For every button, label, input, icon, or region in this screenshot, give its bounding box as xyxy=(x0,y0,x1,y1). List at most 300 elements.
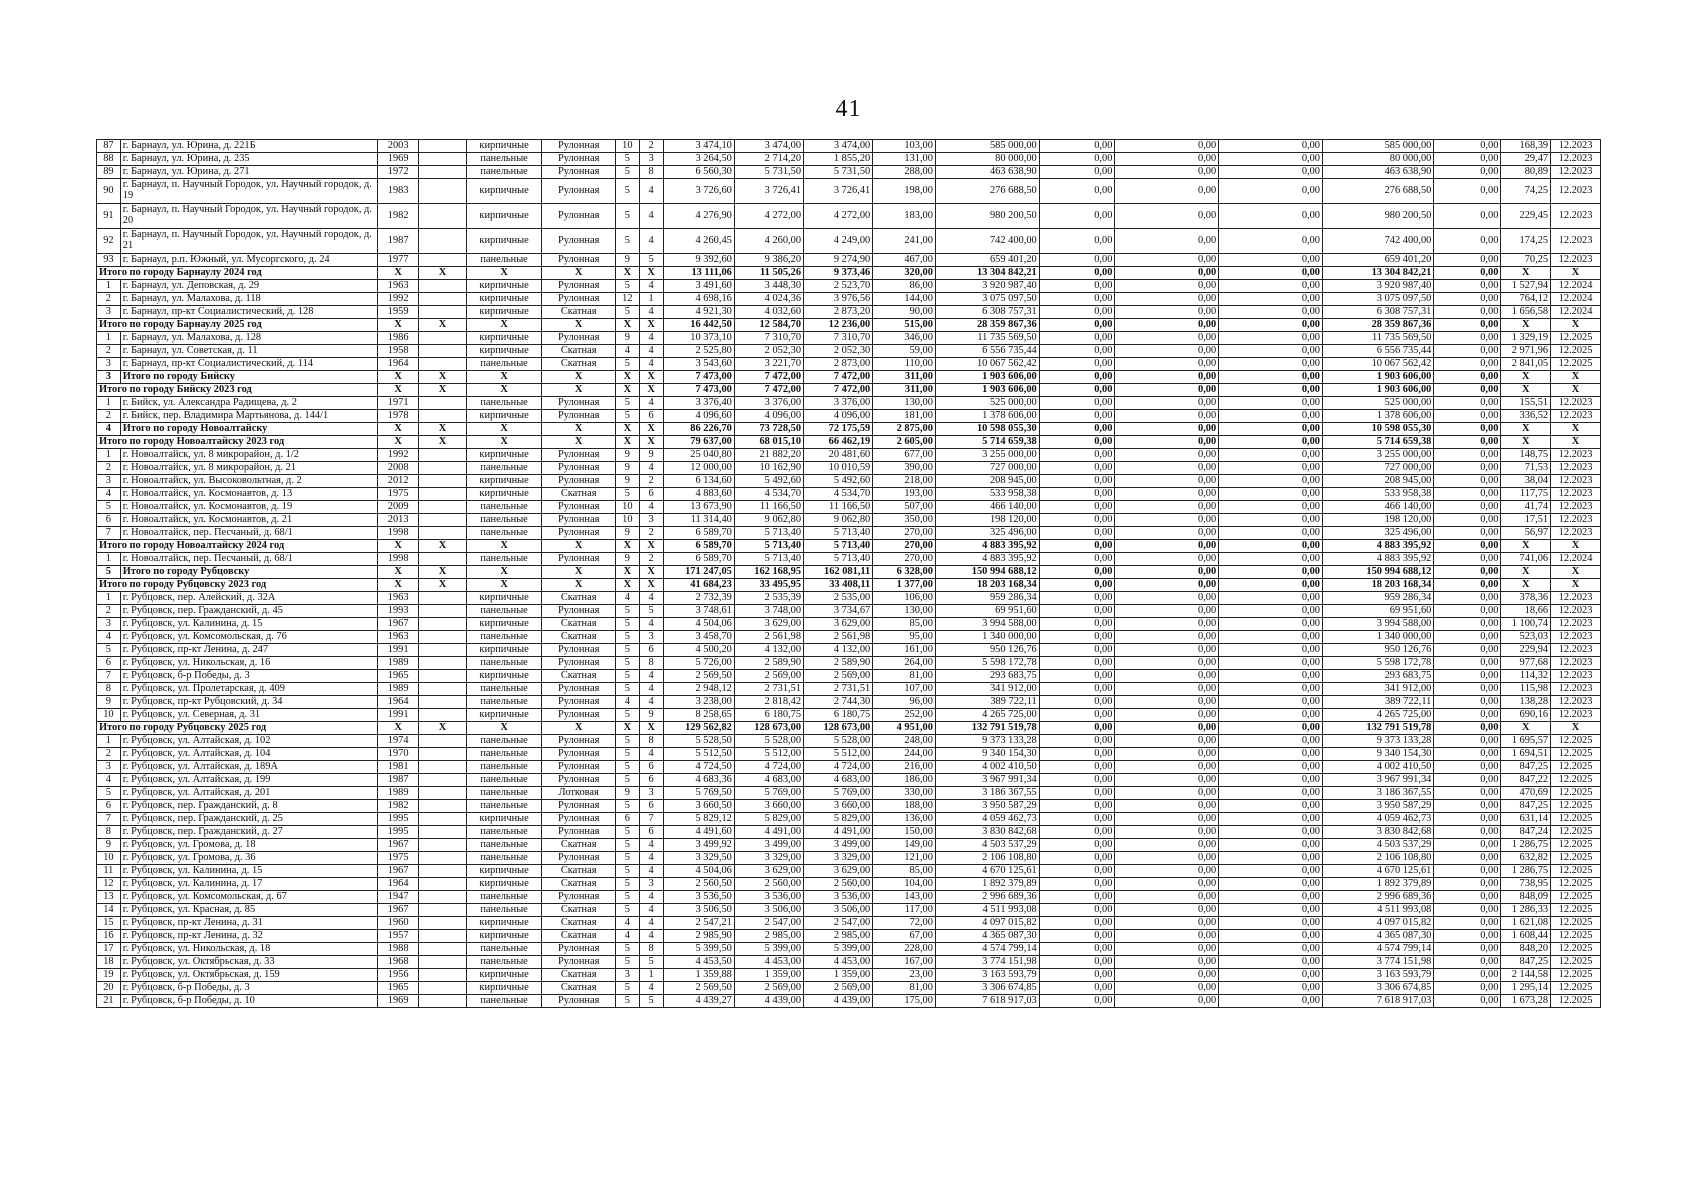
table-cell: 4 883,60 xyxy=(663,488,734,501)
table-cell: 1 340 000,00 xyxy=(1323,631,1434,644)
table-cell: 4 xyxy=(639,852,663,865)
table-cell: 0,00 xyxy=(1219,787,1323,800)
table-cell: 0,00 xyxy=(1115,813,1219,826)
table-cell: 4 xyxy=(639,683,663,696)
table-cell: 2 569,50 xyxy=(663,982,734,995)
table-cell: X xyxy=(615,566,639,579)
table-cell: 0,00 xyxy=(1434,917,1501,930)
table-cell: 10 373,10 xyxy=(663,332,734,345)
table-cell: панельные xyxy=(466,904,542,917)
table-cell: 0,00 xyxy=(1039,462,1115,475)
table-cell: 6 328,00 xyxy=(873,566,936,579)
table-cell: г. Рубцовск, ул. Калинина, д. 17 xyxy=(120,878,377,891)
table-cell: 350,00 xyxy=(873,514,936,527)
table-cell: 3 376,40 xyxy=(663,397,734,410)
table-cell: 20 481,60 xyxy=(804,449,873,462)
table-cell: 0,00 xyxy=(1115,852,1219,865)
table-cell: 10 xyxy=(615,140,639,153)
table-cell: 1 903 606,00 xyxy=(935,384,1039,397)
table-cell: 2 535,39 xyxy=(734,592,803,605)
table-cell: 2 xyxy=(97,748,121,761)
table-cell: панельные xyxy=(466,748,542,761)
table-cell: 0,00 xyxy=(1039,813,1115,826)
table-cell: г. Рубцовск, б-р Победы, д. 10 xyxy=(120,995,377,1008)
table-cell: 12.2023 xyxy=(1551,657,1601,670)
table-cell: 0,00 xyxy=(1039,358,1115,371)
table-cell: 0,00 xyxy=(1039,204,1115,229)
table-cell: X xyxy=(615,540,639,553)
table-cell: панельные xyxy=(466,774,542,787)
table-cell: 0,00 xyxy=(1219,179,1323,204)
table-row xyxy=(97,943,1601,956)
table-cell xyxy=(419,410,467,423)
table-cell: 12.2025 xyxy=(1551,787,1601,800)
table-cell: 1 527,94 xyxy=(1501,280,1551,293)
table-cell: 1970 xyxy=(378,748,419,761)
table-cell: 341 912,00 xyxy=(935,683,1039,696)
table-cell: г. Рубцовск, пр-кт Ленина, д. 31 xyxy=(120,917,377,930)
table-cell: X xyxy=(542,371,616,384)
table-cell: 980 200,50 xyxy=(1323,204,1434,229)
table-cell: 12.2023 xyxy=(1551,410,1601,423)
table-cell: Рулонная xyxy=(542,280,616,293)
table-cell: 0,00 xyxy=(1219,423,1323,436)
table-cell: Скатная xyxy=(542,306,616,319)
table-cell: 11 735 569,50 xyxy=(1323,332,1434,345)
table-row xyxy=(97,527,1601,540)
table-cell: г. Барнаул, ул. Советская, д. 11 xyxy=(120,345,377,358)
table-cell: 7 473,00 xyxy=(663,371,734,384)
table-cell: 463 638,90 xyxy=(935,166,1039,179)
table-cell: 847,24 xyxy=(1501,826,1551,839)
table-cell: 0,00 xyxy=(1434,982,1501,995)
table-cell: 6 589,70 xyxy=(663,527,734,540)
table-cell: 3 967 991,34 xyxy=(1323,774,1434,787)
table-cell: 2 xyxy=(639,475,663,488)
table-cell: 0,00 xyxy=(1039,319,1115,332)
table-row xyxy=(97,423,1601,436)
table-cell: 1967 xyxy=(378,839,419,852)
table-cell: 150 994 688,12 xyxy=(935,566,1039,579)
table-cell: Итого по городу Рубцовску 2025 год xyxy=(97,722,378,735)
table-cell: 1 359,88 xyxy=(663,969,734,982)
table-cell xyxy=(419,488,467,501)
table-cell: 0,00 xyxy=(1219,280,1323,293)
table-cell: 346,00 xyxy=(873,332,936,345)
table-cell: 2 560,00 xyxy=(734,878,803,891)
table-cell: 0,00 xyxy=(1219,566,1323,579)
table-cell: 341 912,00 xyxy=(1323,683,1434,696)
table-cell: панельные xyxy=(466,553,542,566)
table-cell: 3 xyxy=(639,787,663,800)
table-cell: X xyxy=(542,540,616,553)
table-cell: 0,00 xyxy=(1434,865,1501,878)
table-cell: 12.2023 xyxy=(1551,631,1601,644)
table-cell: X xyxy=(378,384,419,397)
table-cell: 3 950 587,29 xyxy=(1323,800,1434,813)
table-cell: 0,00 xyxy=(1115,179,1219,204)
table-cell: 12.2025 xyxy=(1551,826,1601,839)
table-cell: 0,00 xyxy=(1434,943,1501,956)
table-cell: X xyxy=(639,540,663,553)
table-row xyxy=(97,904,1601,917)
table-cell: г. Рубцовск, б-р Победы, д. 3 xyxy=(120,982,377,995)
table-cell: 4 xyxy=(639,748,663,761)
table-cell: 7 xyxy=(97,527,121,540)
table-cell: 0,00 xyxy=(1434,345,1501,358)
table-cell: 0,00 xyxy=(1039,579,1115,592)
table-cell: 68 015,10 xyxy=(734,436,803,449)
table-row xyxy=(97,995,1601,1008)
table-cell: 0,00 xyxy=(1219,969,1323,982)
table-cell: 4 xyxy=(639,891,663,904)
table-cell: 2008 xyxy=(378,462,419,475)
table-cell: 507,00 xyxy=(873,501,936,514)
table-cell: кирпичные xyxy=(466,670,542,683)
table-cell: 0,00 xyxy=(1219,709,1323,722)
table-cell: 0,00 xyxy=(1039,501,1115,514)
table-cell: X xyxy=(615,722,639,735)
table-cell: Рулонная xyxy=(542,140,616,153)
table-cell: 0,00 xyxy=(1115,514,1219,527)
table-cell: X xyxy=(542,579,616,592)
table-cell: 12 236,00 xyxy=(804,319,873,332)
table-cell xyxy=(419,657,467,670)
table-cell: 0,00 xyxy=(1039,969,1115,982)
table-cell: 0,00 xyxy=(1434,813,1501,826)
table-cell: Итого по городу Барнаулу 2024 год xyxy=(97,267,378,280)
table-cell: X xyxy=(542,722,616,735)
table-cell: 1 694,51 xyxy=(1501,748,1551,761)
table-cell: 378,36 xyxy=(1501,592,1551,605)
table-cell: 2 569,00 xyxy=(734,982,803,995)
table-cell: 229,94 xyxy=(1501,644,1551,657)
table-cell: 270,00 xyxy=(873,527,936,540)
table-cell: 12.2023 xyxy=(1551,462,1601,475)
table-cell: 4 xyxy=(639,904,663,917)
table-cell: 2 985,90 xyxy=(663,930,734,943)
table-cell: 3 221,70 xyxy=(734,358,803,371)
table-cell: 4 883 395,92 xyxy=(935,553,1039,566)
table-cell: 3 376,00 xyxy=(804,397,873,410)
table-cell: X xyxy=(378,722,419,735)
table-cell: 3 536,00 xyxy=(734,891,803,904)
table-cell: 5 528,00 xyxy=(734,735,803,748)
table-cell: X xyxy=(1551,566,1601,579)
table-cell: 130,00 xyxy=(873,397,936,410)
table-cell: 2 569,00 xyxy=(734,670,803,683)
table-cell: кирпичные xyxy=(466,332,542,345)
table-cell: 174,25 xyxy=(1501,229,1551,254)
table-cell: 0,00 xyxy=(1039,153,1115,166)
table-cell: 6 xyxy=(639,826,663,839)
table-cell: 727 000,00 xyxy=(1323,462,1434,475)
table-cell: 4 574 799,14 xyxy=(935,943,1039,956)
table-row xyxy=(97,579,1601,592)
table-cell: 1982 xyxy=(378,800,419,813)
table-cell: 4 500,20 xyxy=(663,644,734,657)
table-cell: 6 xyxy=(639,800,663,813)
table-row xyxy=(97,735,1601,748)
table-cell: Скатная xyxy=(542,878,616,891)
table-cell: 0,00 xyxy=(1115,540,1219,553)
table-cell: 8 xyxy=(639,166,663,179)
table-cell: 0,00 xyxy=(1115,631,1219,644)
table-cell: 4 365 087,30 xyxy=(1323,930,1434,943)
table-cell: 3 994 588,00 xyxy=(935,618,1039,631)
table-cell: 0,00 xyxy=(1115,306,1219,319)
table-cell: 12.2023 xyxy=(1551,670,1601,683)
table-cell: 2 569,50 xyxy=(663,670,734,683)
table-cell: 4 272,00 xyxy=(804,204,873,229)
table-cell: 4 xyxy=(639,917,663,930)
table-cell: 0,00 xyxy=(1039,140,1115,153)
table-cell: 8 xyxy=(97,826,121,839)
table-cell: 6 556 735,44 xyxy=(1323,345,1434,358)
table-cell: 1971 xyxy=(378,397,419,410)
table-cell: X xyxy=(615,384,639,397)
page-number: 41 xyxy=(835,96,862,122)
table-cell: 0,00 xyxy=(1219,930,1323,943)
table-cell: 208 945,00 xyxy=(935,475,1039,488)
table-cell: 0,00 xyxy=(1434,449,1501,462)
table-cell: 6 xyxy=(97,657,121,670)
table-cell: 5 528,00 xyxy=(804,735,873,748)
table-cell: 9 xyxy=(615,553,639,566)
table-cell: 4 265 725,00 xyxy=(1323,709,1434,722)
table-cell: 4 xyxy=(639,618,663,631)
table-cell: 4 534,70 xyxy=(804,488,873,501)
table-cell: 92 xyxy=(97,229,121,254)
table-cell: 0,00 xyxy=(1219,748,1323,761)
table-cell: 5 xyxy=(615,644,639,657)
table-cell: 0,00 xyxy=(1219,826,1323,839)
table-cell: 325 496,00 xyxy=(1323,527,1434,540)
table-cell: 4 683,36 xyxy=(663,774,734,787)
table-cell: 0,00 xyxy=(1219,683,1323,696)
table-cell: г. Новоалтайск, ул. Космонавтов, д. 13 xyxy=(120,488,377,501)
table-cell: 0,00 xyxy=(1115,943,1219,956)
table-cell: 2013 xyxy=(378,514,419,527)
table-cell: 1 695,57 xyxy=(1501,735,1551,748)
table-cell: 11 314,40 xyxy=(663,514,734,527)
table-cell: 1 656,58 xyxy=(1501,306,1551,319)
table-cell: 198,00 xyxy=(873,179,936,204)
table-cell: 2 xyxy=(639,527,663,540)
table-cell: 0,00 xyxy=(1434,644,1501,657)
table-cell: X xyxy=(378,371,419,384)
table-cell: 3 506,50 xyxy=(663,904,734,917)
table-cell: кирпичные xyxy=(466,140,542,153)
table-cell: 3 306 674,85 xyxy=(1323,982,1434,995)
table-cell: 2 841,05 xyxy=(1501,358,1551,371)
table-cell: 0,00 xyxy=(1219,371,1323,384)
table-cell: 10 xyxy=(97,852,121,865)
table-cell: 9 340 154,30 xyxy=(1323,748,1434,761)
table-cell: г. Новоалтайск, ул. 8 микрорайон, д. 1/2 xyxy=(120,449,377,462)
table-cell: 10 598 055,30 xyxy=(935,423,1039,436)
table-cell: 3 734,67 xyxy=(804,605,873,618)
table-cell: 208 945,00 xyxy=(1323,475,1434,488)
table-cell: 0,00 xyxy=(1115,267,1219,280)
table-cell: 12.2025 xyxy=(1551,904,1601,917)
table-cell: 3 186 367,55 xyxy=(1323,787,1434,800)
table-cell: 467,00 xyxy=(873,254,936,267)
table-cell: 10 162,90 xyxy=(734,462,803,475)
table-cell: 1959 xyxy=(378,306,419,319)
table-cell: 12.2025 xyxy=(1551,956,1601,969)
table-cell: 5 xyxy=(615,618,639,631)
table-cell: 4 439,27 xyxy=(663,995,734,1008)
table-cell: кирпичные xyxy=(466,969,542,982)
table-cell: 0,00 xyxy=(1039,267,1115,280)
table-cell: 3 474,10 xyxy=(663,140,734,153)
table-cell: 72 175,59 xyxy=(804,423,873,436)
table-cell: 959 286,34 xyxy=(1323,592,1434,605)
table-cell: 0,00 xyxy=(1434,358,1501,371)
table-cell: 198 120,00 xyxy=(935,514,1039,527)
table-cell: 0,00 xyxy=(1434,800,1501,813)
table-cell: кирпичные xyxy=(466,488,542,501)
table-cell: 175,00 xyxy=(873,995,936,1008)
table-cell: 244,00 xyxy=(873,748,936,761)
table-cell: 5 xyxy=(615,605,639,618)
table-cell: 0,00 xyxy=(1434,605,1501,618)
table-cell: г. Рубцовск, ул. Никольская, д. 16 xyxy=(120,657,377,670)
table-cell: 3 920 987,40 xyxy=(1323,280,1434,293)
table-cell: 2 971,96 xyxy=(1501,345,1551,358)
table-cell: 12.2024 xyxy=(1551,293,1601,306)
table-cell: Рулонная xyxy=(542,553,616,566)
table-cell: 0,00 xyxy=(1039,657,1115,670)
table-cell: X xyxy=(639,423,663,436)
table-cell: 0,00 xyxy=(1434,657,1501,670)
table-cell: 4 xyxy=(615,696,639,709)
table-cell: 0,00 xyxy=(1039,423,1115,436)
table-cell: 4 249,00 xyxy=(804,229,873,254)
table-cell: Рулонная xyxy=(542,397,616,410)
table-cell: 0,00 xyxy=(1039,995,1115,1008)
table-cell: г. Рубцовск, б-р Победы, д. 3 xyxy=(120,670,377,683)
table-cell: Итого по городу Рубцовску xyxy=(120,566,377,579)
table-cell xyxy=(419,462,467,475)
table-row xyxy=(97,605,1601,618)
table-cell: г. Рубцовск, ул. Громова, д. 18 xyxy=(120,839,377,852)
table-cell: 38,04 xyxy=(1501,475,1551,488)
table-cell: 0,00 xyxy=(1039,943,1115,956)
table-cell: 2009 xyxy=(378,501,419,514)
table-row xyxy=(97,644,1601,657)
table-cell: 3 950 587,29 xyxy=(935,800,1039,813)
table-cell: 13 111,06 xyxy=(663,267,734,280)
table-cell: 0,00 xyxy=(1115,982,1219,995)
table-cell: 1947 xyxy=(378,891,419,904)
table-cell: 0,00 xyxy=(1039,956,1115,969)
table-cell: 0,00 xyxy=(1219,475,1323,488)
table-cell: 80 000,00 xyxy=(935,153,1039,166)
table-cell: 0,00 xyxy=(1039,631,1115,644)
table-cell: 3 748,00 xyxy=(734,605,803,618)
table-cell: Рулонная xyxy=(542,229,616,254)
table-cell: 79 637,00 xyxy=(663,436,734,449)
table-row xyxy=(97,839,1601,852)
table-cell: 0,00 xyxy=(1434,579,1501,592)
table-cell: 4 xyxy=(639,462,663,475)
table-cell: г. Новоалтайск, ул. Высоковольтная, д. 2 xyxy=(120,475,377,488)
table-cell: 0,00 xyxy=(1115,462,1219,475)
table-cell: 4 724,00 xyxy=(734,761,803,774)
table-cell: 0,00 xyxy=(1434,592,1501,605)
table-row xyxy=(97,670,1601,683)
table-cell: 4 574 799,14 xyxy=(1323,943,1434,956)
table-cell: 5 xyxy=(615,709,639,722)
table-cell: 10 067 562,42 xyxy=(1323,358,1434,371)
table-cell: 7 618 917,03 xyxy=(935,995,1039,1008)
table-cell: 15 xyxy=(97,917,121,930)
table-cell: 4 883 395,92 xyxy=(1323,553,1434,566)
table-cell: 977,68 xyxy=(1501,657,1551,670)
table-cell: 1 286,75 xyxy=(1501,865,1551,878)
table-cell: 1 xyxy=(97,332,121,345)
table-cell: 12.2025 xyxy=(1551,982,1601,995)
table-cell: 80 000,00 xyxy=(1323,153,1434,166)
table-cell: X xyxy=(542,436,616,449)
table-cell xyxy=(419,345,467,358)
table-cell: 5 399,00 xyxy=(804,943,873,956)
table-cell: 1968 xyxy=(378,956,419,969)
table-cell: 4 xyxy=(639,179,663,204)
table-cell: 5 xyxy=(615,761,639,774)
table-cell xyxy=(419,696,467,709)
table-cell: 12.2025 xyxy=(1551,358,1601,371)
table-cell: 0,00 xyxy=(1039,436,1115,449)
table-row xyxy=(97,774,1601,787)
table-cell: 3 163 593,79 xyxy=(1323,969,1434,982)
table-cell: 0,00 xyxy=(1115,891,1219,904)
table-cell: 33 408,11 xyxy=(804,579,873,592)
table-cell: 9 xyxy=(615,527,639,540)
table-row xyxy=(97,956,1601,969)
table-cell xyxy=(419,982,467,995)
table-cell: 12.2023 xyxy=(1551,140,1601,153)
table-cell: 1977 xyxy=(378,254,419,267)
table-cell xyxy=(419,449,467,462)
table-cell: X xyxy=(419,371,467,384)
table-cell: 4 xyxy=(97,774,121,787)
table-cell: 33 495,95 xyxy=(734,579,803,592)
table-cell: X xyxy=(466,319,542,332)
table-cell: 10 xyxy=(97,709,121,722)
table-cell: 4 xyxy=(615,930,639,943)
table-cell: 16 442,50 xyxy=(663,319,734,332)
table-cell: 4 439,00 xyxy=(734,995,803,1008)
table-cell xyxy=(419,527,467,540)
table-cell: панельные xyxy=(466,153,542,166)
table-cell: г. Барнаул, ул. Малахова, д. 128 xyxy=(120,332,377,345)
table-cell: 1963 xyxy=(378,280,419,293)
table-cell: 3 255 000,00 xyxy=(1323,449,1434,462)
table-cell: X xyxy=(639,722,663,735)
table-cell: кирпичные xyxy=(466,592,542,605)
table-cell xyxy=(419,683,467,696)
table-cell: 13 304 842,21 xyxy=(935,267,1039,280)
table-cell: 1988 xyxy=(378,943,419,956)
table-cell: 4 365 087,30 xyxy=(935,930,1039,943)
table-cell: 216,00 xyxy=(873,761,936,774)
table-cell: 0,00 xyxy=(1115,969,1219,982)
table-cell xyxy=(419,605,467,618)
table-cell: 0,00 xyxy=(1219,345,1323,358)
